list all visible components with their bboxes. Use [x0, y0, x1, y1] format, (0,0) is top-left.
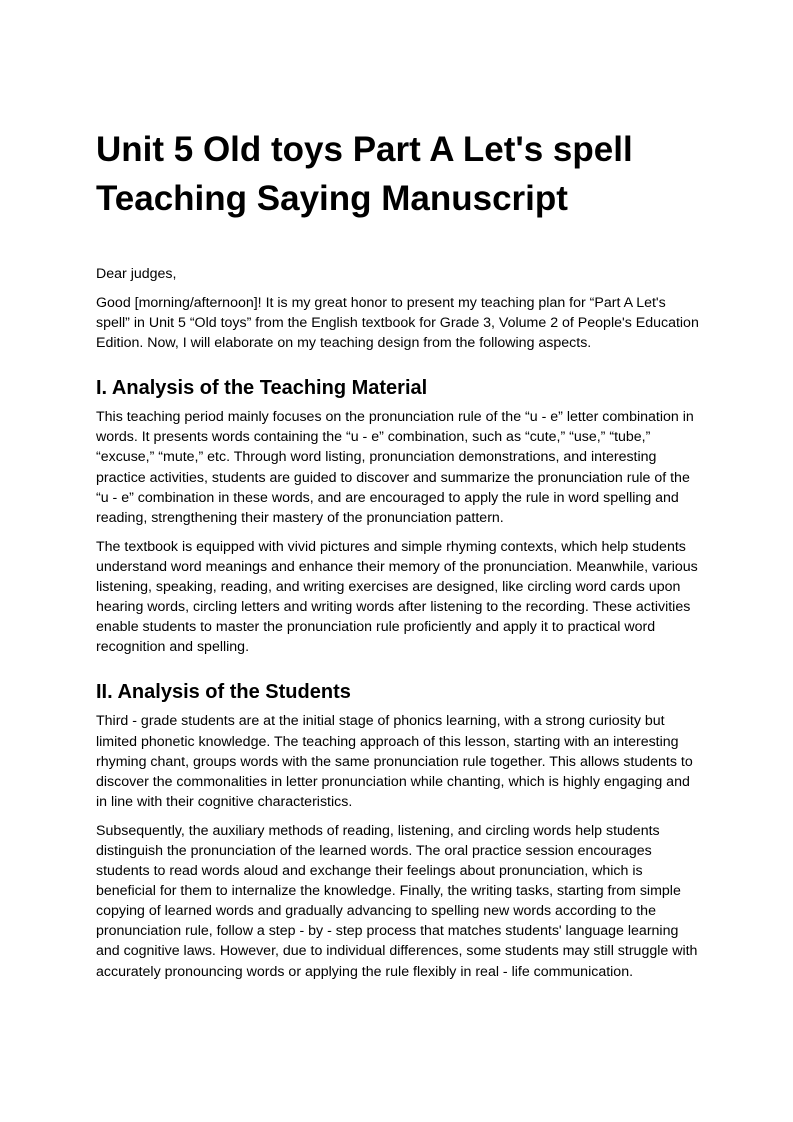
paragraph: This teaching period mainly focuses on the pronunciation rule of the “u - e” letter combination in words. It presents words containing the “u - e” combination, such as “cute,” “use,” “tube,” “excuse,” “mute,” etc. Through word listing, pronunciation demonstrations, and interesting practice activities, students are guided to discover and summarize the pronunciation rule of the “u - e” combination in these words, and are encouraged to apply the rule in word spelling and reading, strengthening their mastery of the pronunciation pattern.	[96, 409, 694, 526]
section-heading-teaching-material: I. Analysis of the Teaching Material	[96, 377, 428, 400]
document-title: Unit 5 Old toys Part A Let's spell Teaching Saying Manuscript	[96, 130, 633, 218]
salutation: Dear judges,	[96, 266, 177, 282]
paragraph: Subsequently, the auxiliary methods of reading, listening, and circling words help students distinguish the pronunciation of the learned words. The oral practice session encourages students to read words aloud and exchange their feelings about pronunciation, which is beneficial for them to internalize the knowledge. Finally, the writing tasks, starting from simple copying of learned words and gradually advancing to spelling new words according to the pronunciation rule, follow a step - by - step process that matches students' language learning and cognitive laws. However, due to individual differences, some students may still struggle with accurately pronouncing words or applying the rule flexibly in real - life communication.	[96, 822, 698, 980]
paragraph: Third - grade students are at the initial stage of phonics learning, with a strong curiosity but limited phonetic knowledge. The teaching approach of this lesson, starting with an interesting rhyming chant, groups words with the same pronunciation rule together. This allows students to discover the commonalities in letter pronunciation while chanting, which is highly engaging and in line with their cognitive characteristics.	[96, 713, 693, 810]
section-heading-students: II. Analysis of the Students	[96, 681, 351, 704]
paragraph: The textbook is equipped with vivid pictures and simple rhyming contexts, which help students understand word meanings and enhance their memory of the pronunciation. Meanwhile, various listening, speaking, reading, and writing exercises are designed, like circling word cards upon hearing words, circling letters and writing words after listening to the recording. These activities enable students to master the pronunciation rule proficiently and apply it to practical word recognition and spelling.	[96, 538, 698, 656]
intro-paragraph: Good [morning/afternoon]! It is my great honor to present my teaching plan for “Part A Let's spell” in Unit 5 “Old toys” from the English textbook for Grade 3, Volume 2 of People's Education Edition. Now, I will elaborate on my teaching design from the following aspects.	[96, 295, 699, 352]
document-page	[96, 125, 702, 982]
